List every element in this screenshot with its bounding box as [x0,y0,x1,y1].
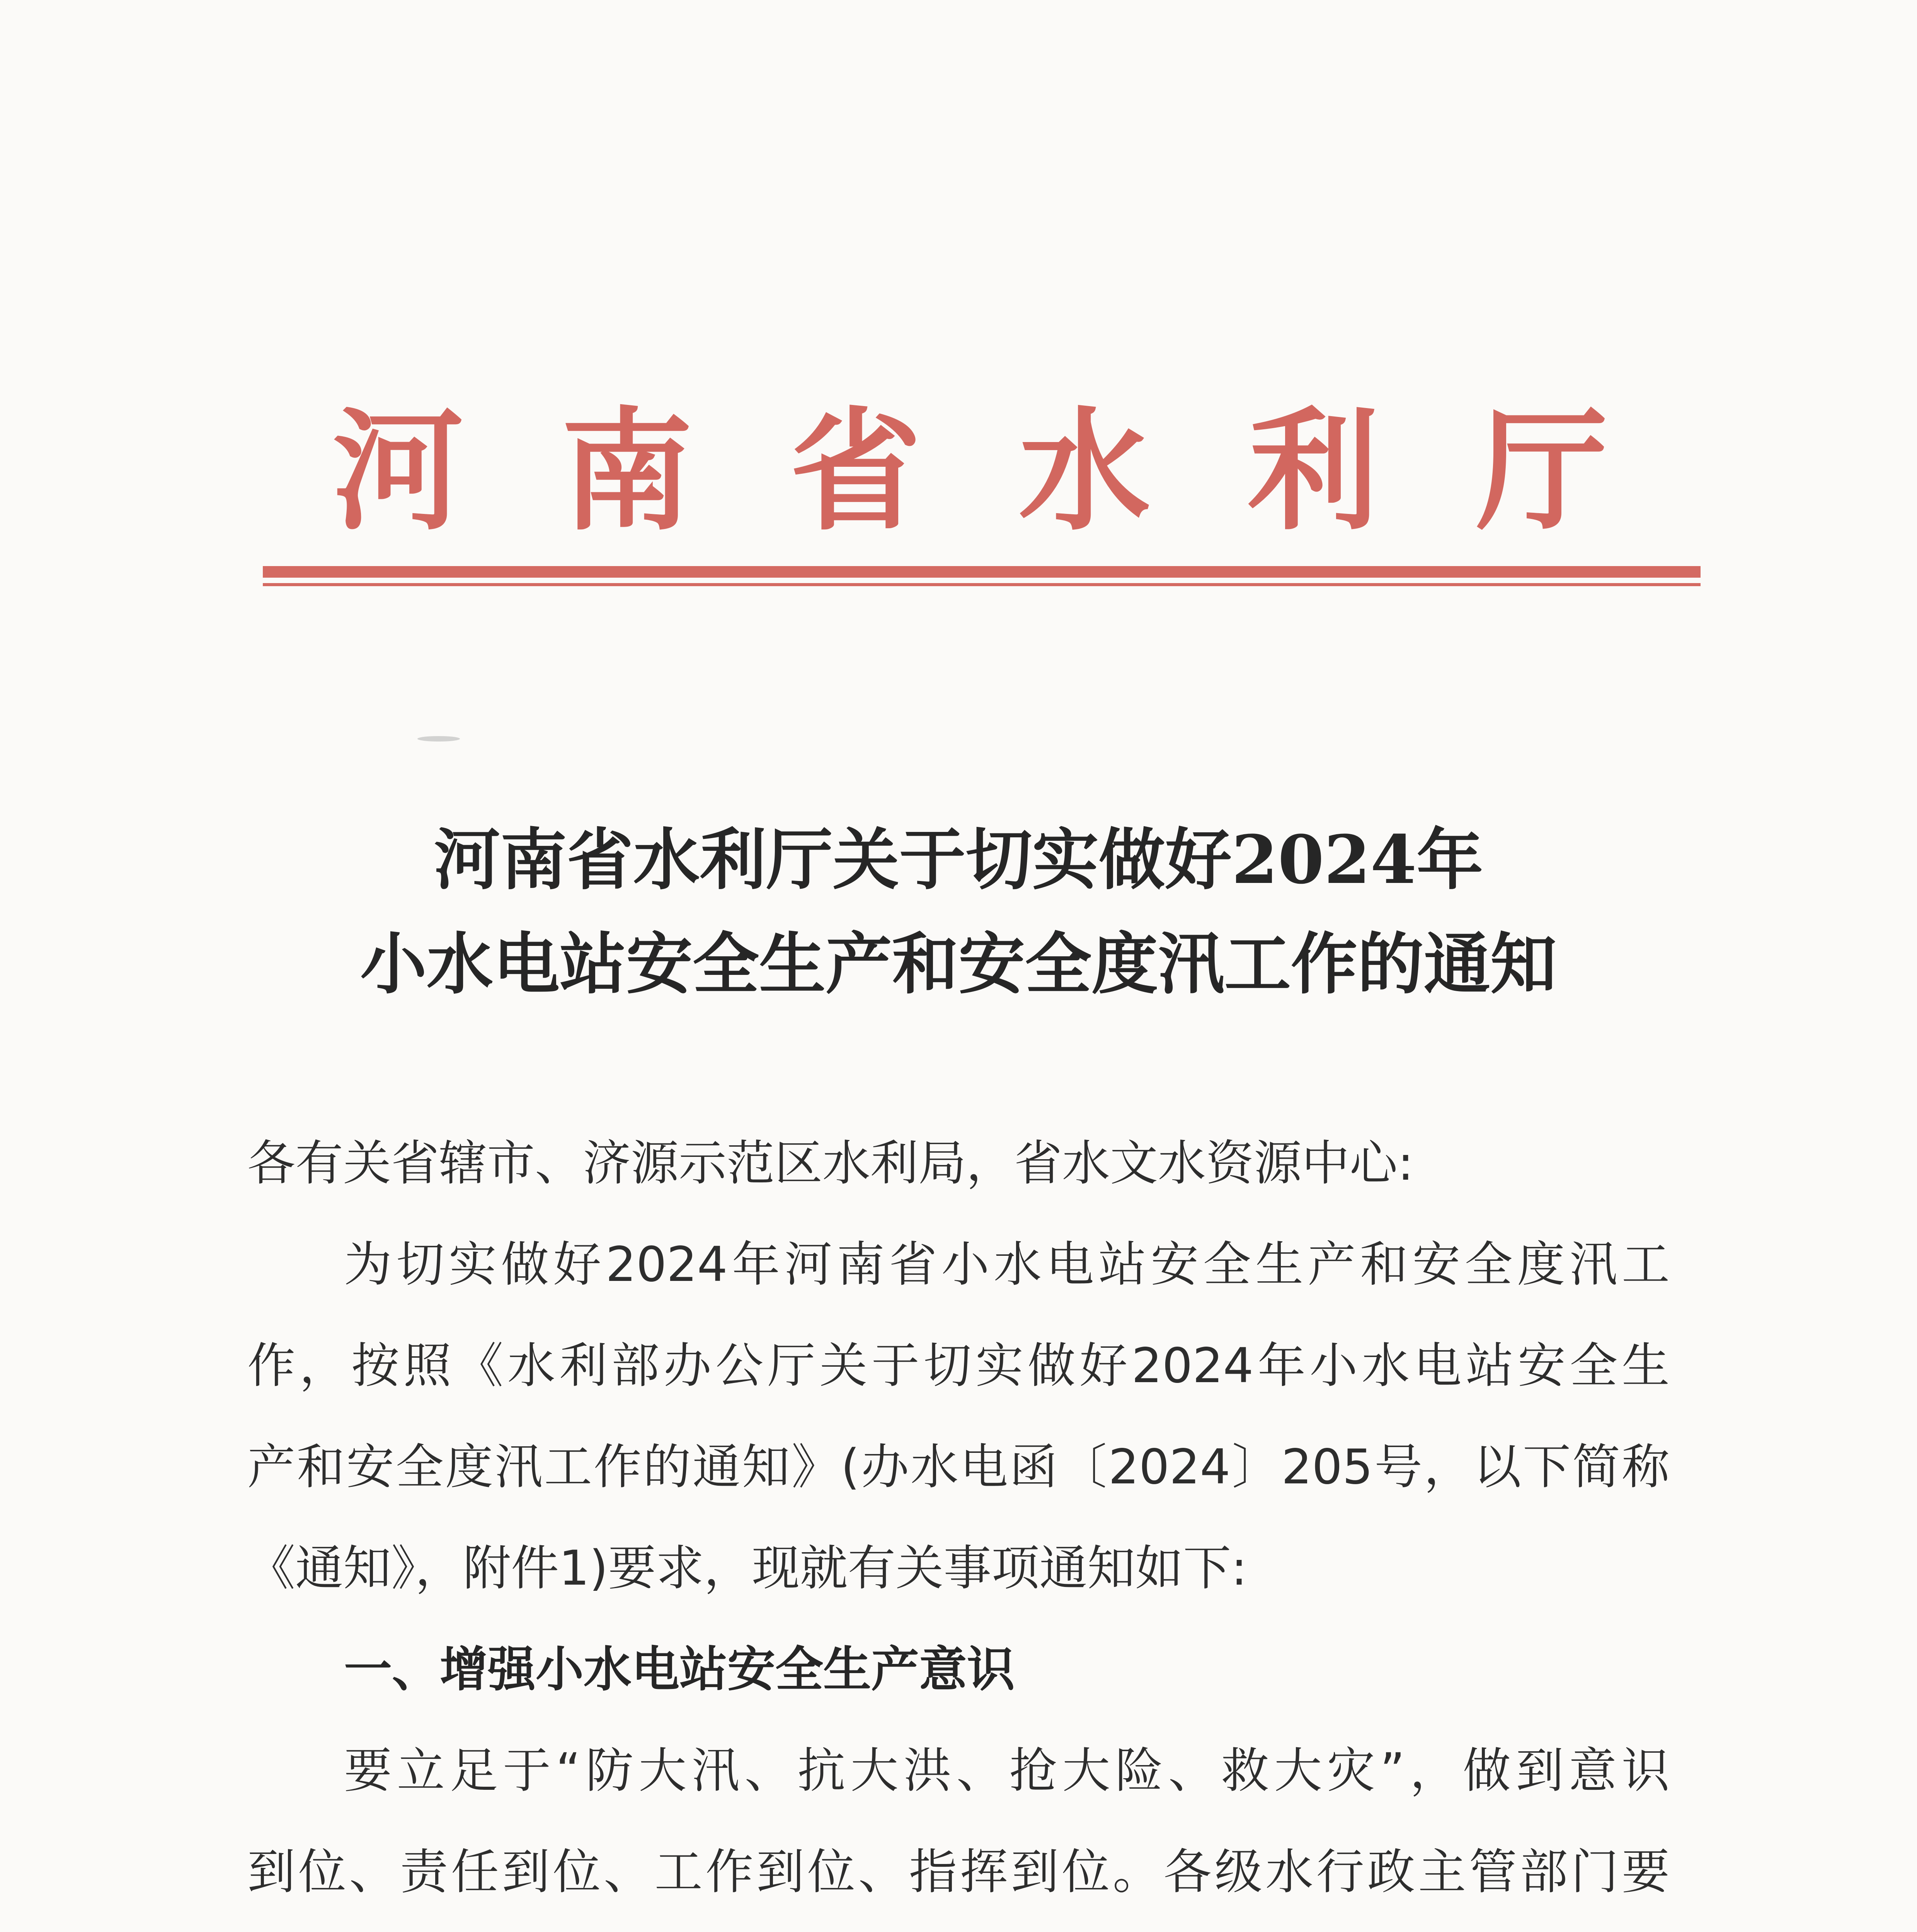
body-line: 为切实做好2024年河南省小水电站安全生产和安全度汛工 [344,1237,1670,1293]
masthead-char: 利 [1248,394,1379,548]
masthead-char: 南 [561,394,693,548]
section-heading-1: 一、增强小水电站安全生产意识 [344,1642,1015,1697]
body-line: 《通知》，附件1)要求，现就有关事项通知如下: [247,1541,1248,1596]
masthead-char: 河 [332,394,464,548]
body-line [247,1923,1670,1932]
body-line: 要立足于“防大汛、抗大洪、抢大险、救大灾”，做到意识 [344,1743,1670,1799]
masthead-char: 水 [1019,394,1150,548]
addressee-line: 各有关省辖市、济源示范区水利局，省水文水资源中心: [247,1136,1414,1191]
body-line: 作，按照《水利部办公厅关于切实做好2024年小水电站安全生 [247,1338,1670,1394]
scan-smudge [417,736,460,742]
title-line-1: 河南省水利厅关于切实做好2024年 [434,820,1483,899]
title-line-2: 小水电站安全生产和安全度汛工作的通知 [360,925,1557,1003]
masthead-red-rule [263,566,1701,578]
body-line: 到位、责任到位、工作到位、指挥到位。各级水行政主管部门要 [247,1844,1670,1900]
masthead-char: 省 [790,394,921,548]
masthead [332,390,1608,553]
document-body [247,1113,1670,1932]
document-title [232,808,1685,1016]
masthead-char: 厅 [1476,394,1608,548]
body-line: 产和安全度汛工作的通知》(办水电函〔2024〕205号，以下简称 [247,1439,1670,1495]
